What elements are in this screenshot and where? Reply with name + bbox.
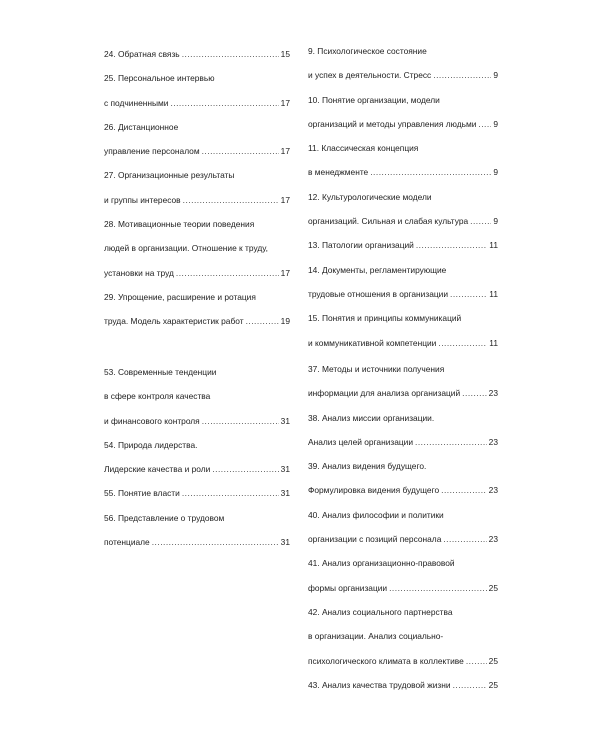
toc-entry [104, 115, 290, 164]
toc-entry-text: психологического климата в коллективе [308, 655, 464, 666]
toc-entry [308, 673, 498, 697]
toc-entry-text: 15. Понятия и принципы коммуникаций [308, 313, 462, 324]
dot-leader [170, 91, 278, 115]
dot-leader [466, 649, 487, 673]
toc-entry-text: с подчиненными [104, 97, 169, 108]
dot-leader [415, 430, 487, 454]
toc-page-number: 25 [488, 582, 498, 593]
toc-entry [308, 136, 498, 185]
toc-entry-text: установки на труд [104, 267, 174, 278]
toc-entry [308, 503, 498, 552]
toc-entry-text: 55. Понятие власти [104, 488, 180, 499]
dot-leader [202, 409, 279, 433]
toc-entry-text: 13. Патологии организаций [308, 240, 414, 251]
toc-entry-text: формы организации [308, 582, 388, 593]
toc-page-number: 15 [280, 49, 290, 59]
toc-entry-text: 53. Современные тенденции [104, 367, 217, 377]
dot-leader [183, 188, 279, 212]
toc-entry-text: в сфере контроля качества [104, 391, 211, 402]
toc-entry-text: в организации. Анализ социально- [308, 631, 444, 642]
toc-right-top [308, 39, 498, 355]
toc-page-number: 25 [488, 655, 498, 666]
toc-page-number: 23 [488, 534, 498, 545]
toc-entry-text: потенциале [104, 537, 150, 548]
toc-page-number: 11 [489, 288, 498, 299]
toc-entry [308, 306, 498, 355]
dot-leader [441, 478, 487, 502]
toc-entry-text: информации для анализа организаций [308, 388, 461, 399]
toc-page-number: 31 [280, 464, 290, 475]
toc-entry-text: Анализ целей организации [308, 436, 414, 447]
toc-entry-text: и финансового контроля [104, 415, 200, 426]
toc-page-number: 9 [493, 118, 498, 129]
dot-leader [462, 381, 487, 405]
toc-entry [104, 285, 290, 334]
toc-page-number: 31 [280, 415, 290, 426]
toc-entry-text: 24. Обратная связь [104, 49, 180, 59]
toc-entry [308, 258, 498, 307]
toc-entry-text: 27. Организационные результаты [104, 170, 235, 181]
toc-page-number: 17 [280, 146, 290, 157]
dot-leader [370, 160, 491, 184]
toc-page-number: 25 [488, 679, 498, 690]
toc-entry-text: организаций и методы управления людьми [308, 118, 477, 129]
toc-entry-text: Лидерские качества и роли [104, 464, 211, 475]
toc-entry-text: и группы интересов [104, 194, 181, 205]
toc-entry [308, 357, 498, 406]
toc-entry-text: 41. Анализ организационно-правовой [308, 558, 455, 569]
toc-page-number: 31 [280, 488, 290, 499]
toc-entry [308, 406, 498, 455]
toc-left-top [104, 42, 290, 334]
dot-leader [453, 673, 487, 697]
toc-entry [104, 360, 290, 433]
dot-leader [443, 527, 486, 551]
toc-entry-text: 29. Упрощение, расширение и ротация [104, 291, 256, 302]
toc-entry-text: 40. Анализ философии и политики [308, 509, 444, 520]
toc-entry [104, 433, 290, 482]
dot-leader [212, 457, 278, 481]
toc-page-number: 23 [488, 436, 498, 447]
toc-page-number: 9 [493, 167, 498, 178]
dot-leader [182, 481, 279, 505]
toc-entry-text: и коммуникативной компетенции [308, 337, 437, 348]
toc-entry-text: 25. Персональное интервью [104, 73, 215, 84]
toc-entry [104, 42, 290, 66]
toc-entry-text: 11. Классическая концепция [308, 143, 419, 154]
toc-entry-text: людей в организации. Отношение к труду, [104, 243, 268, 254]
toc-right-bottom [308, 357, 498, 697]
toc-entry-text: 56. Представление о трудовом [104, 512, 225, 523]
toc-entry-text: организаций. Сильная и слабая культура [308, 216, 469, 227]
dot-leader [182, 42, 279, 66]
toc-page-number: 17 [280, 194, 290, 205]
toc-entry [104, 212, 290, 285]
toc-entry-text: 54. Природа лидерства. [104, 439, 198, 450]
toc-page-number: 19 [280, 316, 290, 327]
toc-entry [308, 454, 498, 503]
toc-entry [308, 88, 498, 137]
toc-entry-text: 14. Документы, регламентирующие [308, 264, 447, 275]
toc-entry-text: 37. Методы и источники получения [308, 364, 445, 374]
toc-entry-text: и успех в деятельности. Стресс [308, 70, 432, 81]
toc-entry-text: 26. Дистанционное [104, 121, 179, 132]
toc-left-bottom [104, 360, 290, 554]
toc-entry [104, 506, 290, 555]
toc-entry-text: 39. Анализ видения будущего. [308, 461, 427, 472]
toc-entry-text: 42. Анализ социального партнерства [308, 606, 453, 617]
dot-leader [470, 209, 491, 233]
toc-page-number: 23 [488, 485, 498, 496]
dot-leader [416, 233, 487, 257]
toc-entry-text: 38. Анализ миссии организации. [308, 412, 435, 423]
toc-entry-text: 9. Психологическое состояние [308, 46, 427, 56]
toc-entry-text: 43. Анализ качества трудовой жизни [308, 679, 451, 690]
toc-page-number: 17 [280, 97, 290, 108]
dot-leader [152, 530, 279, 554]
dot-leader [433, 63, 491, 87]
dot-leader [450, 282, 487, 306]
toc-entry-text: организации с позиций персонала [308, 534, 442, 545]
toc-entry [308, 551, 498, 600]
toc-entry-text: 28. Мотивационные теории поведения [104, 219, 255, 230]
toc-entry [308, 185, 498, 234]
dot-leader [478, 112, 491, 136]
toc-page-number: 31 [280, 537, 290, 548]
toc-entry [104, 66, 290, 115]
dot-leader [246, 309, 279, 333]
dot-leader [438, 331, 487, 355]
dot-leader [176, 261, 279, 285]
toc-page-number: 11 [489, 337, 498, 348]
toc-entry-text: в менеджменте [308, 167, 369, 178]
toc-entry-text: труда. Модель характеристик работ [104, 316, 244, 327]
toc-entry [308, 233, 498, 257]
toc-page-number: 17 [280, 267, 290, 278]
toc-entry-text: управление персоналом [104, 146, 200, 157]
toc-page-number: 9 [493, 70, 498, 81]
toc-entry-text: Формулировка видения будущего [308, 485, 440, 496]
toc-page-number: 9 [493, 216, 498, 227]
toc-entry [308, 600, 498, 673]
dot-leader [202, 139, 279, 163]
toc-entry [104, 163, 290, 212]
toc-page-number: 23 [488, 388, 498, 399]
toc-entry [104, 481, 290, 505]
toc-entry-text: 12. Культурологические модели [308, 191, 432, 202]
toc-entry-text: 10. Понятие организации, модели [308, 94, 440, 105]
toc-page-number: 11 [489, 240, 498, 251]
toc-entry-text: трудовые отношения в организации [308, 288, 449, 299]
toc-entry [308, 39, 498, 88]
dot-leader [389, 576, 487, 600]
